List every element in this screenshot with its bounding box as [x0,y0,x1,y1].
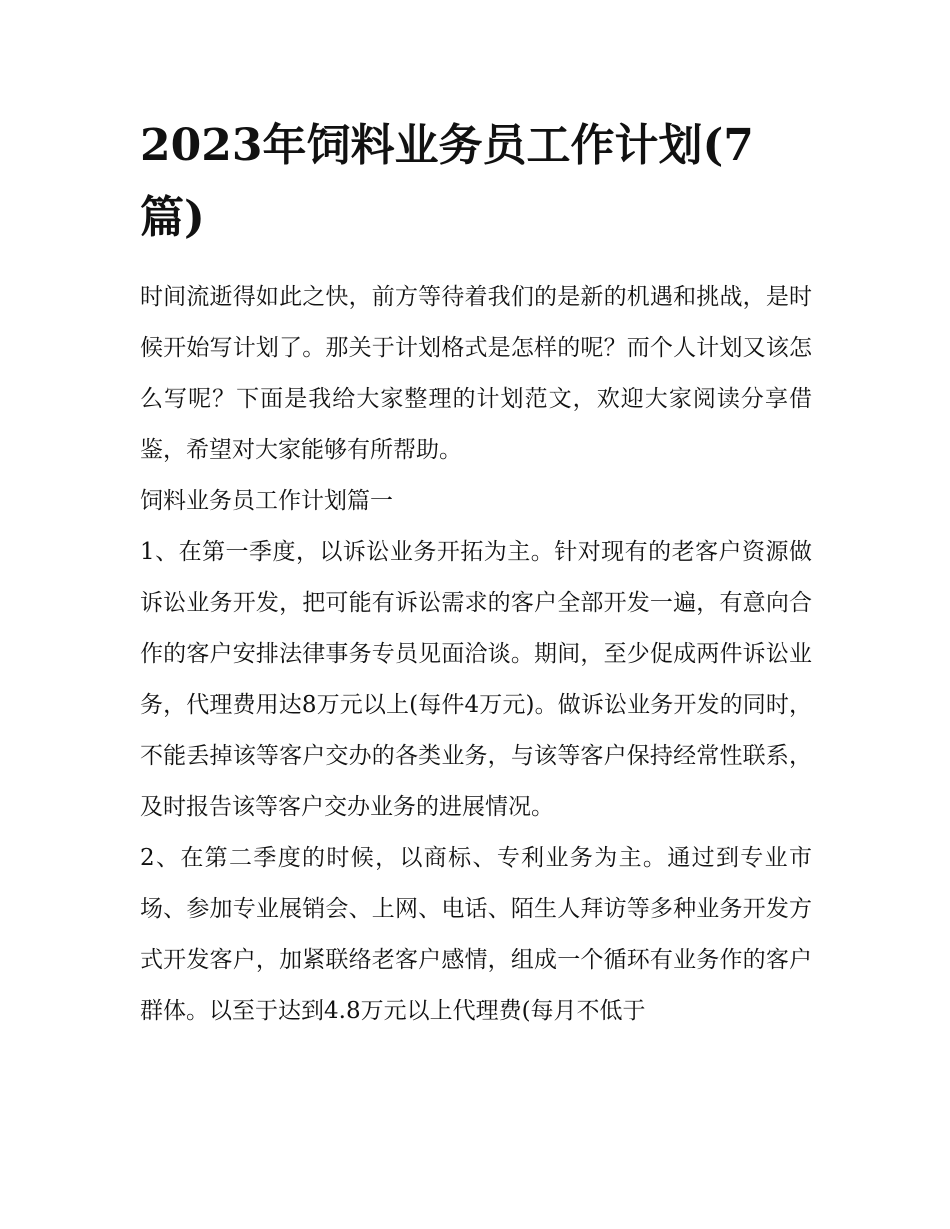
section-heading: 饲料业务员工作计划篇一 [140,488,393,514]
paragraph-item-2: 2、在第二季度的时候，以商标、专利业务为主。通过到专业市场、参加专业展销会、上网、电话、陌生人拜访等多种业务开发方式开发客户，加紧联络老客户感情，组成一个循环有业务作的客户群体。以至于达到4.8万元以上代理费(每月不低于 [140,845,812,1024]
document-title: 2023年饲料业务员工作计划(7篇) [140,120,754,243]
intro-paragraph: 时间流逝得如此之快，前方等待着我们的是新的机遇和挑战，是时候开始写计划了。那关于计划格式是怎样的呢？而个人计划又该怎么写呢？下面是我给大家整理的计划范文，欢迎大家阅读分享借鉴，希望对大家能够有所帮助。 [140,284,812,463]
document-page [140,110,812,1037]
paragraph-item-1: 1、在第一季度，以诉讼业务开拓为主。针对现有的老客户资源做诉讼业务开发，把可能有诉讼需求的客户全部开发一遍，有意向合作的客户安排法律事务专员见面洽谈。期间，至少促成两件诉讼业务，代理费用达8万元以上(每件4万元)。做诉讼业务开发的同时，不能丢掉该等客户交办的各类业务，与该等客户保持经常性联系，及时报告该等客户交办业务的进展情况。 [140,539,812,820]
